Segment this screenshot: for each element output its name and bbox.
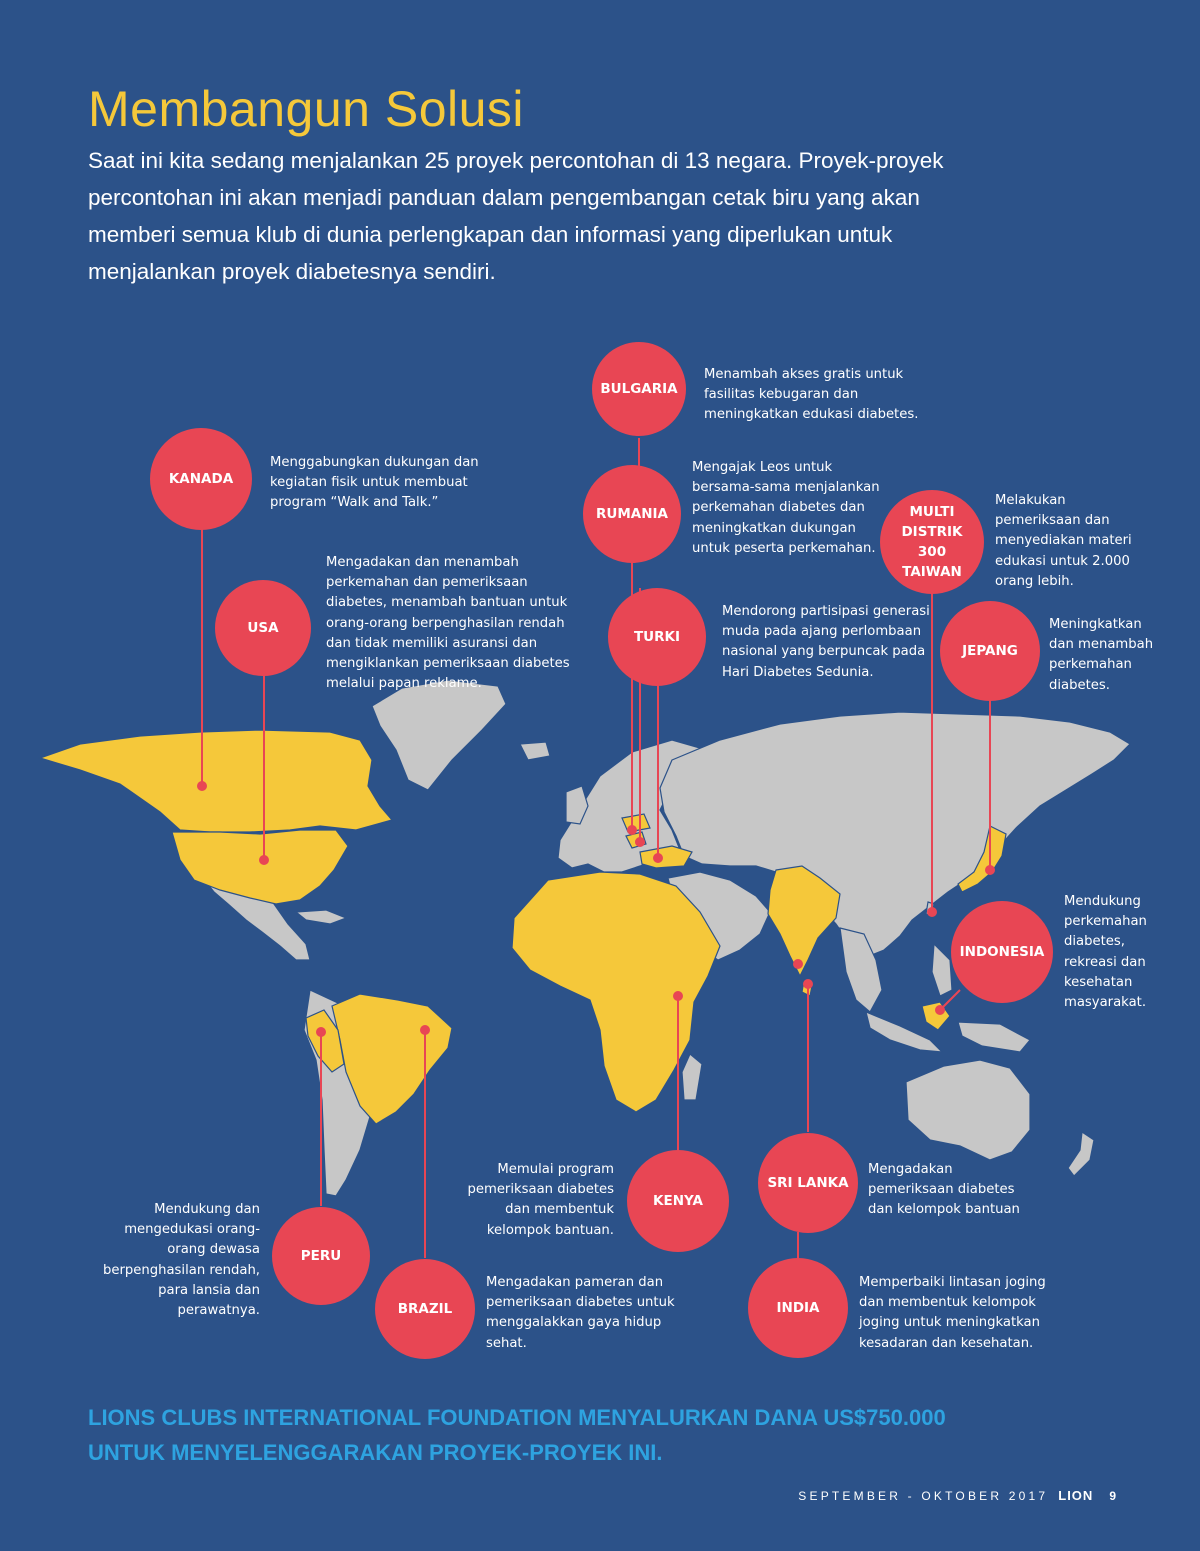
desc-jepang: Meningkatkan dan menambah perkemahan diabetes. — [1049, 617, 1154, 693]
label-brazil: BRAZIL — [397, 1301, 453, 1317]
desc-india: Memperbaiki lintasan joging dan membentuk kelompok joging untuk meningkatkan kesadaran dan kesehatan. — [859, 1275, 1046, 1351]
usa-land — [172, 830, 348, 904]
page-title: Membangun Solusi — [88, 81, 525, 137]
marker-india — [748, 1258, 848, 1358]
marker-usa — [215, 580, 311, 676]
madagascar-land — [682, 1054, 702, 1100]
page-number: 9 — [1109, 1489, 1116, 1503]
marker-indonesia — [951, 901, 1053, 1003]
label-jepang: JEPANG — [962, 643, 1018, 659]
sulawesi-land — [922, 1002, 950, 1030]
label-india: INDIA — [776, 1300, 820, 1316]
desc-srilanka: Mengadakan pemeriksaan diabetes dan kelompok bantuan — [868, 1162, 1020, 1218]
iceland-land — [520, 742, 550, 760]
marker-jepang — [940, 601, 1040, 701]
label-srilanka: SRI LANKA — [767, 1175, 849, 1191]
desc-usa: Mengadakan dan menambah perkemahan dan pemeriksaan diabetes, menambah bantuan untuk orang-orang berpenghasilan rendah dan tidak memiliki asuransi dan mengiklankan pemeriksaan diabetes melalui papan reklame. — [326, 555, 570, 692]
marker-rumania — [583, 465, 681, 563]
page-footer — [798, 1488, 1116, 1503]
desc-bulgaria: Menambah akses gratis untuk fasilitas kebugaran dan meningkatkan edukasi diabetes. — [704, 367, 919, 423]
funding-note: LIONS CLUBS INTERNATIONAL FOUNDATION MENYALURKAN DANA US$750.000 UNTUK MENYELENGGARAKAN PROYEK-PROYEK INI. — [88, 1405, 946, 1465]
label-indonesia: INDONESIA — [959, 944, 1045, 960]
desc-indonesia: Mendukung perkemahan diabetes, rekreasi dan kesehatan masyarakat. — [1064, 894, 1147, 1011]
marker-turki — [608, 588, 706, 686]
marker-bulgaria — [592, 342, 686, 436]
label-taiwan: MULTI DISTRIK 300 TAIWAN — [901, 504, 963, 580]
desc-peru: Mendukung dan mengedukasi orang-orang dewasa berpenghasilan rendah, para lansia dan perawatnya. — [103, 1202, 260, 1319]
label-turki: TURKI — [633, 629, 681, 645]
label-peru: PERU — [300, 1248, 342, 1264]
marker-peru — [272, 1207, 370, 1305]
desc-kenya: Memulai program pemeriksaan diabetes dan membentuk kelompok bantuan. — [467, 1162, 614, 1238]
intro-paragraph: Saat ini kita sedang menjalankan 25 proyek percontohan di 13 negara. Proyek-proyek percontohan ini akan menjadi panduan dalam pengembangan cetak biru yang akan memberi semua klub di dunia perlengkapan dan informasi yang diperlukan untuk menjalankan proyek diabetesnya sendiri. — [88, 148, 944, 284]
marker-brazil — [375, 1259, 475, 1359]
label-kenya: KENYA — [653, 1193, 703, 1209]
philippines-land — [932, 944, 952, 996]
desc-brazil: Mengadakan pameran dan pemeriksaan diabetes untuk menggalakkan gaya hidup sehat. — [486, 1275, 675, 1351]
label-kanada: KANADA — [168, 471, 234, 487]
magazine-name: LION — [1058, 1488, 1094, 1503]
marker-taiwan — [880, 490, 984, 594]
marker-kenya — [627, 1150, 729, 1252]
new-guinea-land — [958, 1022, 1030, 1052]
issue-date: SEPTEMBER - OKTOBER 2017 — [798, 1489, 1049, 1503]
label-rumania: RUMANIA — [595, 506, 668, 522]
desc-rumania: Mengajak Leos untuk bersama-sama menjalankan perkemahan diabetes dan meningkatkan dukungan untuk peserta perkemahan. — [692, 460, 880, 556]
desc-kanada: Menggabungkan dukungan dan kegiatan fisik untuk membuat program “Walk and Talk.” — [270, 455, 479, 511]
desc-taiwan: Melakukan pemeriksaan dan menyediakan materi edukasi untuk 2.000 orang lebih. — [995, 493, 1132, 589]
new-zealand-land — [1068, 1132, 1094, 1176]
marker-srilanka — [758, 1133, 858, 1233]
label-bulgaria: BULGARIA — [600, 381, 678, 397]
greenland-land — [372, 680, 506, 790]
label-usa: USA — [247, 620, 279, 636]
caribbean-land — [296, 910, 346, 924]
desc-turki: Mendorong partisipasi generasi muda pada ajang perlombaan nasional yang berpuncak pada Hari Diabetes Sedunia. — [722, 604, 930, 680]
australia-land — [906, 1060, 1030, 1160]
marker-kanada — [150, 428, 252, 530]
canada-land — [40, 730, 392, 832]
